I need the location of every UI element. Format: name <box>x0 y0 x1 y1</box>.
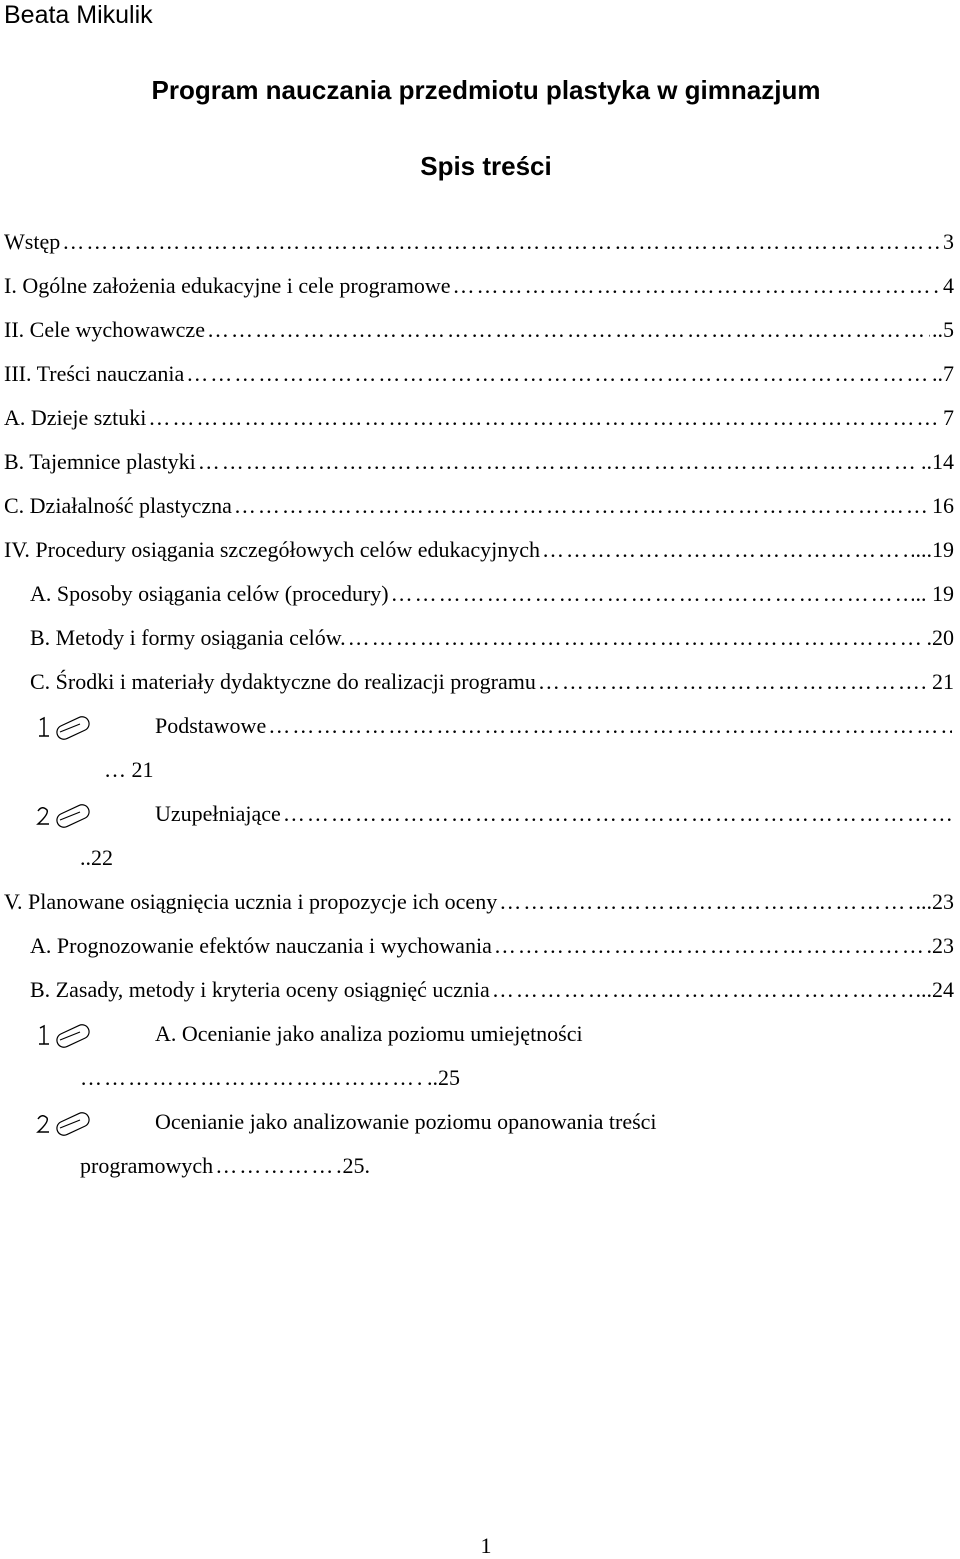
dot-leader <box>215 1153 340 1179</box>
toc-entry-label: A. Dzieje sztuki <box>4 405 147 430</box>
dot-leader <box>62 229 941 255</box>
toc-subentry-label-cont: programowych <box>80 1153 214 1178</box>
toc-heading: Spis treści <box>420 151 552 181</box>
dot-leader <box>148 405 941 431</box>
toc-entry-label: V. Planowane osiągnięcia ucznia i propozycje ich oceny <box>4 889 498 914</box>
toc-entry[interactable] <box>4 273 954 299</box>
document-title: Program nauczania przedmiotu plastyka w gimnazjum <box>151 75 821 105</box>
page-number: 1 <box>480 1533 492 1558</box>
toc-entry[interactable] <box>4 889 954 915</box>
toc-entry-label: C. Środki i materiały dydaktyczne do realizacji programu <box>30 669 536 694</box>
dot-leader <box>538 669 919 695</box>
dot-leader <box>234 493 930 519</box>
numeral-2-icon <box>30 804 110 828</box>
toc-entry[interactable] <box>4 493 954 519</box>
toc-entry-page: ..14 <box>921 449 954 474</box>
dot-leader <box>198 449 919 475</box>
toc-entry-label: III. Treści nauczania <box>4 361 185 386</box>
toc-entry[interactable] <box>4 361 954 387</box>
numeral-1-icon <box>30 1024 110 1048</box>
dot-leader <box>453 273 941 299</box>
toc-entry-label: B. Tajemnice plastyki <box>4 449 196 474</box>
toc-entry-label: Wstęp <box>4 229 61 254</box>
numeral-2-icon <box>30 1112 110 1136</box>
toc-subentry-page: … 21 <box>104 757 154 782</box>
dot-leader <box>80 1065 425 1091</box>
toc-subentry-label: Podstawowe <box>155 713 267 738</box>
toc-entry-label: C. Działalność plastyczna <box>4 493 232 518</box>
toc-subentry[interactable] <box>80 1065 460 1091</box>
toc-entry-label: A. Prognozowanie efektów nauczania i wychowania <box>30 933 492 958</box>
dot-leader <box>186 361 930 387</box>
toc-subentry[interactable] <box>80 1153 370 1179</box>
author-name: Beata Mikulik <box>4 1 153 29</box>
toc-entry-page: ...23 <box>915 889 954 914</box>
toc-entry-page: 3 <box>943 229 954 254</box>
toc-entry-label: IV. Procedury osiągania szczegółowych celów edukacyjnych <box>4 537 540 562</box>
toc-entry-page: 16 <box>932 493 954 518</box>
toc-entry-label: II. Cele wychowawcze <box>4 317 205 342</box>
dot-leader <box>499 889 913 915</box>
toc-subentry-label: Uzupełniające <box>155 801 281 826</box>
toc-entry-page: ..5 <box>932 317 954 342</box>
toc-entry-label: A. Sposoby osiągania celów (procedury) <box>30 581 389 606</box>
toc-entry-label: I. Ogólne założenia edukacyjne i cele programowe <box>4 273 451 298</box>
dot-leader <box>494 933 925 959</box>
toc-entry-page: ...24 <box>915 977 954 1002</box>
toc-subentry[interactable] <box>155 713 954 739</box>
toc-entry[interactable] <box>4 229 954 255</box>
dot-leader <box>348 625 914 651</box>
toc-entry-page: .. 19 <box>915 581 954 606</box>
toc-subentry-page: ..22 <box>80 845 113 870</box>
toc-subentry[interactable] <box>155 801 954 827</box>
toc-entry-page: . 21 <box>921 669 954 694</box>
toc-entry[interactable] <box>30 669 954 695</box>
toc-entry-page: .23 <box>926 933 954 958</box>
toc-entry-page: 4 <box>943 273 954 298</box>
numeral-1-icon <box>30 716 110 740</box>
dot-leader <box>268 713 952 739</box>
toc-entry-page: ...19 <box>915 537 954 562</box>
dot-leader <box>391 581 914 607</box>
toc-entry[interactable] <box>30 625 954 651</box>
toc-entry[interactable] <box>4 317 954 343</box>
toc-subentry-label: A. Ocenianie jako analiza poziomu umiejętności <box>155 1021 583 1046</box>
toc-entry[interactable] <box>30 933 954 959</box>
toc-entry[interactable] <box>4 449 954 475</box>
toc-entry-label: B. Zasady, metody i kryteria oceny osiągnięć ucznia <box>30 977 490 1002</box>
toc-entry-page: 7 <box>943 405 954 430</box>
toc-entry[interactable] <box>4 405 954 431</box>
dot-leader <box>207 317 930 343</box>
toc-entry[interactable] <box>30 581 954 607</box>
toc-entry-page: . .20 <box>915 625 954 650</box>
dot-leader <box>283 801 952 827</box>
toc-subentry-page: 25. <box>342 1153 370 1178</box>
toc-entry-label: B. Metody i formy osiągania celów. <box>30 625 346 650</box>
toc-subentry-page: ..25 <box>427 1065 460 1090</box>
toc-entry[interactable] <box>30 977 954 1003</box>
dot-leader <box>492 977 914 1003</box>
dot-leader <box>542 537 914 563</box>
toc-entry[interactable] <box>4 537 954 563</box>
toc-entry-page: ..7 <box>932 361 954 386</box>
toc-subentry-label: Ocenianie jako analizowanie poziomu opanowania treści <box>155 1109 657 1134</box>
